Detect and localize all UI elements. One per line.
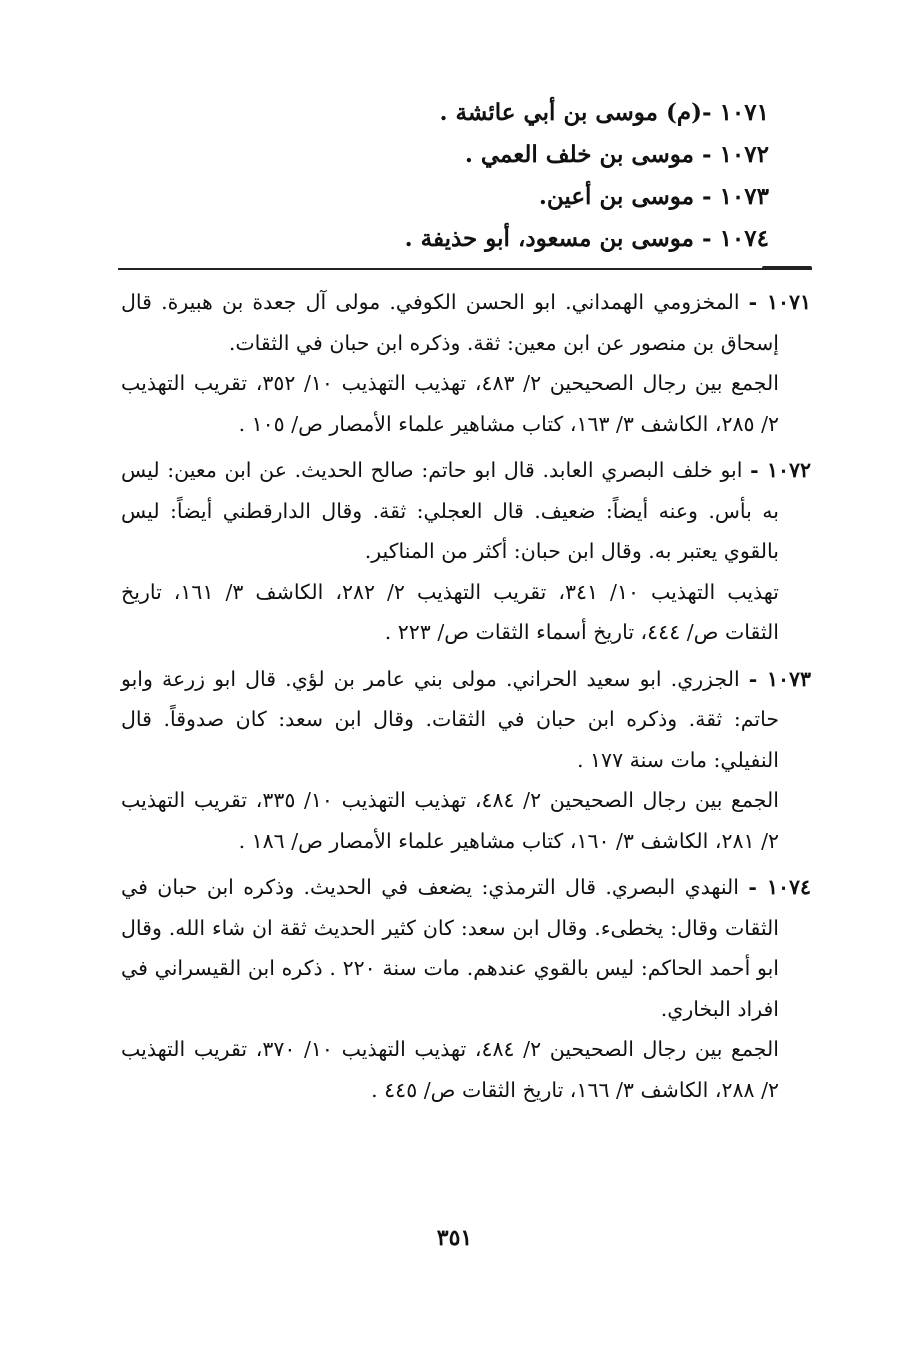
footnote-number: ١٠٧٤ - [748,875,811,899]
footnote-number: ١٠٧٢ - [750,458,811,482]
footnote-references: تهذيب التهذيب ١٠/ ٣٤١، تقريب التهذيب ٢/ ٢٨٢، الكاشف ٣/ ١٦١، تاريخ الثقات ص/ ٤٤٤، تاريخ أسماء الثقات ص/ ٢٢٣ . [121,579,779,644]
footnote [121,867,811,1110]
footnote-number: ١٠٧١ - [748,290,811,314]
footnotes [121,282,811,1116]
footnote [121,282,811,444]
footnote [121,450,811,653]
footnote-references: الجمع بين رجال الصحيحين ٢/ ٤٨٤، تهذيب التهذيب ١٠/ ٣٣٥، تقريب التهذيب ٢/ ٢٨١، الكاشف ٣/ ١٦٠، كتاب مشاهير علماء الأمصار ص/ ١٨٦ . [121,788,779,853]
footnote [121,659,811,862]
entry-heading: ١٠٧٢ - موسى بن خلف العمي . [464,141,769,168]
footnote-text: النهدي البصري. قال الترمذي: يضعف في الحديث. وذكره ابن حبان في الثقات وقال: يخطىء. وقال ابن سعد: كان كثير الحديث ثقة ان شاء الله. وقال ابو أحمد الحاكم: ليس بالقوي عندهم. مات سنة ٢٢٠ . ذكره ابن القيسراني في افراد البخاري. [121,875,779,1021]
footnote-text: الجزري. ابو سعيد الحراني. مولى بني عامر بن لؤي. قال ابو زرعة وابو حاتم: ثقة. وذكره ابن حبان في الثقات. وقال ابن سعد: كان صدوقاً. قال النفيلي: مات سنة ١٧٧ . [121,666,779,772]
entry-heading-list [249,92,769,260]
footnote-text: ابو خلف البصري العابد. قال ابو حاتم: صالح الحديث. عن ابن معين: ليس به بأس. وعنه أيضاً: ضعيف. قال العجلي: ثقة. وقال الدارقطني أيضاً: ليس بالقوي يعتبر به. وقال ابن حبان: أكثر من المناكير. [121,458,779,563]
page-number: ٣٥١ [436,1225,473,1251]
footnote-number: ١٠٧٣ - [748,666,811,691]
entry-heading: ١٠٧٤ - موسى بن مسعود، أبو حذيفة . [404,225,769,252]
footnote-text: المخزومي الهمداني. ابو الحسن الكوفي. مولى آل جعدة بن هبيرة. قال إسحاق بن منصور عن ابن معين: ثقة. وذكره ابن حبان في الثقات. [121,290,779,355]
footnote-references: الجمع بين رجال الصحيحين ٢/ ٤٨٤، تهذيب التهذيب ١٠/ ٣٧٠، تقريب التهذيب ٢/ ٢٨٨، الكاشف ٣/ ١٦٦، تاريخ الثقات ص/ ٤٤٥ . [121,1037,779,1102]
entry-heading: ١٠٧١ -(م) موسى بن أبي عائشة . [439,99,769,126]
footnote-references: الجمع بين رجال الصحيحين ٢/ ٤٨٣، تهذيب التهذيب ١٠/ ٣٥٢، تقريب التهذيب ٢/ ٢٨٥، الكاشف ٣/ ١٦٣، كتاب مشاهير علماء الأمصار ص/ ١٠٥ . [121,371,779,436]
footnote-divider [118,268,812,270]
entry-heading: ١٠٧٣ - موسى بن أعين. [538,183,769,210]
